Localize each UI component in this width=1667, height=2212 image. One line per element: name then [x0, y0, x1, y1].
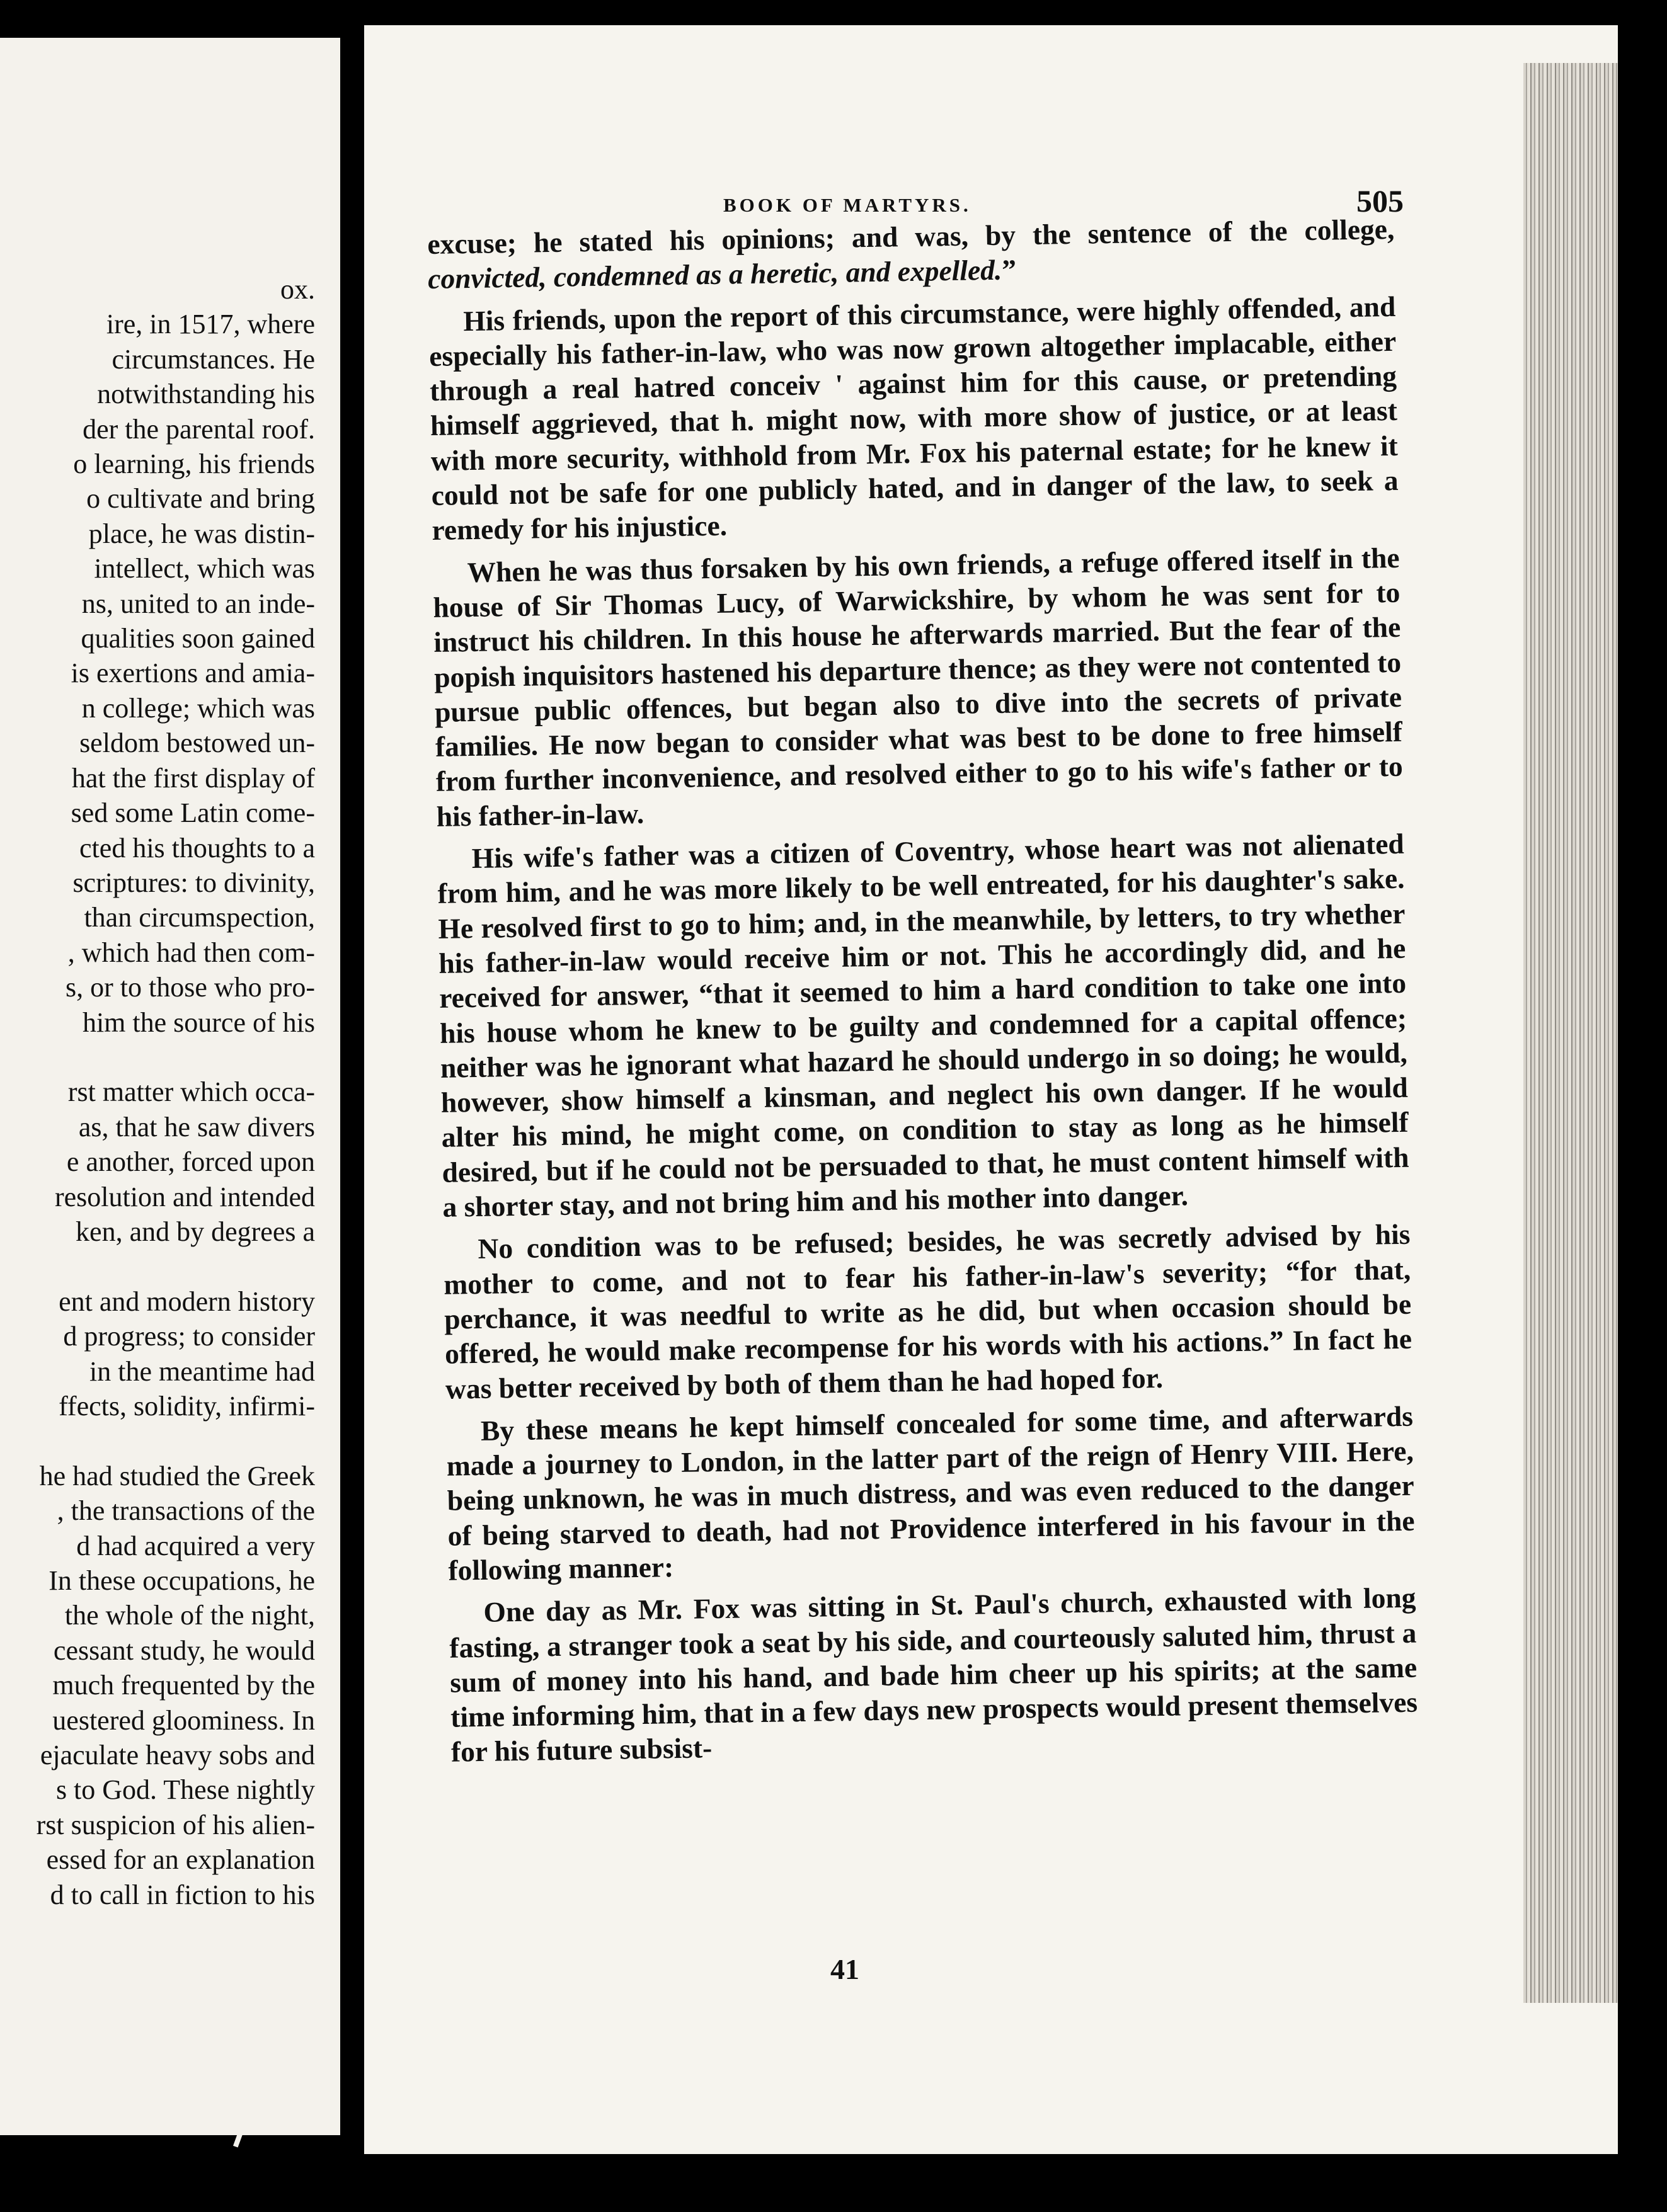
left-page-line: , the transactions of the [57, 1495, 315, 1527]
left-page-line: seldom bestowed un- [79, 727, 315, 759]
left-page-line: resolution and intended [54, 1181, 315, 1212]
paragraph-6: By these means he kept himself concealed for some time, and afterwards made a journey to London, in the latter part of the reign of Henry VIII. Here, being unknown, he was in much distress, and was even reduced to the danger of being starved to death, had not Providence interfered in his favour in the following manner: [446, 1400, 1415, 1587]
left-page-line: d progress; to consider [63, 1321, 315, 1352]
left-page-line: n college; which was [81, 692, 315, 724]
left-page-line: sed some Latin come- [71, 797, 315, 829]
left-page-line: ire, in 1517, where [106, 309, 315, 340]
left-page-line [0, 1249, 315, 1284]
book-gutter [340, 0, 364, 2212]
left-page-line: o learning, his friends [73, 448, 315, 480]
left-page-line: the whole of the night, [64, 1600, 315, 1631]
left-page-line: he had studied the Greek [39, 1460, 315, 1491]
left-page-line: cted his thoughts to a [79, 832, 315, 864]
left-page-line: ns, united to an inde- [81, 588, 315, 619]
left-page-line: in the meantime had [89, 1355, 315, 1387]
left-page-line: d to call in fiction to his [50, 1879, 315, 1910]
left-page-line: place, he was distin- [88, 518, 315, 549]
left-page-line: , which had then com- [67, 937, 315, 968]
left-page-line: o cultivate and bring [86, 483, 315, 515]
left-page-line: scriptures: to divinity, [72, 867, 315, 898]
left-page-line [0, 1040, 315, 1075]
left-page-line: der the parental roof. [83, 413, 315, 445]
paragraph-1-italic: convicted, condemned as a heretic, and expelled. [427, 253, 1002, 295]
running-head: BOOK OF MARTYRS. [723, 194, 971, 216]
paragraph-1-text: excuse; he stated his opinions; and was, by the sentence of the college, [427, 212, 1395, 260]
signature-mark: 41 [830, 1953, 859, 1985]
left-page-line: essed for an explanation [46, 1844, 315, 1876]
left-page-line [0, 1423, 315, 1458]
paragraph-2: His friends, upon the report of this circumstance, were highly offended, and especially his father-in-law, who was now grown altogether implacable, either through a real hatred conceiv ' against him for this cause, or pretending himself aggrieved, that h. might now, with more show of justice, or at least with more security, withhold from Mr. Fox his paternal estate; for he knew it could not be safe for one publicly hated, and in danger of the law, to seek a remedy for his injustice. [428, 290, 1399, 547]
paragraph-5: No condition was to be refused; besides, he was secretly advised by his mother to come, and not to fear his father-in-law's severity; “for that, perchance, it was needful to write as he did, but when occasion should be offered, he would make recompense for his words with his actions.” In fact he was better received by both of them than he had hoped for. [443, 1218, 1412, 1405]
left-page-line: ent and modern history [59, 1286, 315, 1317]
left-page-line: than circumspection, [84, 902, 315, 933]
left-page-line: uestered gloominess. In [52, 1704, 315, 1736]
left-page-line: qualities soon gained [81, 623, 315, 654]
left-page-line: rst matter which occa- [67, 1076, 315, 1108]
left-page-line: d had acquired a very [76, 1530, 315, 1561]
page-edges [1523, 63, 1618, 2003]
left-page-line: e another, forced upon [66, 1146, 315, 1178]
left-page-line: intellect, which was [94, 553, 315, 584]
left-page-line: s, or to those who pro- [66, 972, 315, 1003]
left-page-line: ejaculate heavy sobs and [40, 1740, 315, 1771]
left-page-line: as, that he saw divers [78, 1111, 315, 1143]
left-page-line: much frequented by the [52, 1670, 315, 1701]
left-page-line: ffects, solidity, infirmi- [59, 1391, 315, 1422]
body-text [427, 212, 1418, 1777]
right-page [364, 25, 1618, 2154]
paragraph-1-close-quote: ” [1001, 253, 1017, 286]
left-page-text [0, 272, 315, 1912]
paragraph-7: One day as Mr. Fox was sitting in St. Paul's church, exhausted with long fasting, a stranger took a seat by his side, and courteously saluted him, thrust a sum of money into his hand, and bade him cheer up his spirits; at the same time informing him, that in a few days new prospects would present themselves for his future subsist- [449, 1581, 1418, 1769]
left-page-line: s to God. These nightly [55, 1774, 315, 1806]
paragraph-1 [427, 212, 1395, 297]
left-page-line: notwithstanding his [97, 379, 315, 410]
left-page-line: him the source of his [82, 1006, 315, 1038]
left-page-line: cessant study, he would [53, 1634, 315, 1666]
left-page-line: rst suspicion of his alien- [36, 1809, 315, 1840]
paragraph-3: When he was thus forsaken by his own friends, a refuge offered itself in the house of Sir Thomas Lucy, of Warwickshire, by whom he was sent for to instruct his children. In this house he afterwards married. But the fear of the popish inquisitors hastened his departure thence; as they were not contented to pursue public offences, but began also to dive into the secrets of private families. He now began to consider what was best to be done to free himself from further inconvenience, and resolved either to go to his wife's father or to his father-in-law. [433, 541, 1404, 833]
left-page-line: In these occupations, he [49, 1565, 315, 1597]
left-page-line: circumstances. He [112, 343, 315, 375]
left-page-line: ox. [280, 274, 315, 305]
left-page [0, 38, 340, 2135]
left-page-line: is exertions and amia- [71, 658, 315, 689]
left-page-line: ken, and by degrees a [76, 1216, 315, 1247]
left-page-line: hat the first display of [71, 762, 315, 794]
paragraph-4: His wife's father was a citizen of Coventry, whose heart was not alienated from him, and he was more likely to be well entreated, for his daughter's sake. He resolved first to go to him; and, in the meanwhile, by letters, to try whether his father-in-law would receive him or not. This he accordingly did, and he received for answer, “that it seemed to him a hard condition to take one into his house whom he knew to be guilty and condemned for a capital offence; neither was he ignorant what hazard he should undergo in so doing; he would, however, show himself a kinsman, and neglect his own danger. If he would alter his mind, he might come, on condition to stay as long as he himself desired, but if he could not be persuaded to that, he must content himself with a shorter stay, and not bring him and his mother into danger. [437, 827, 1409, 1223]
page-number: 505 [1356, 183, 1404, 219]
